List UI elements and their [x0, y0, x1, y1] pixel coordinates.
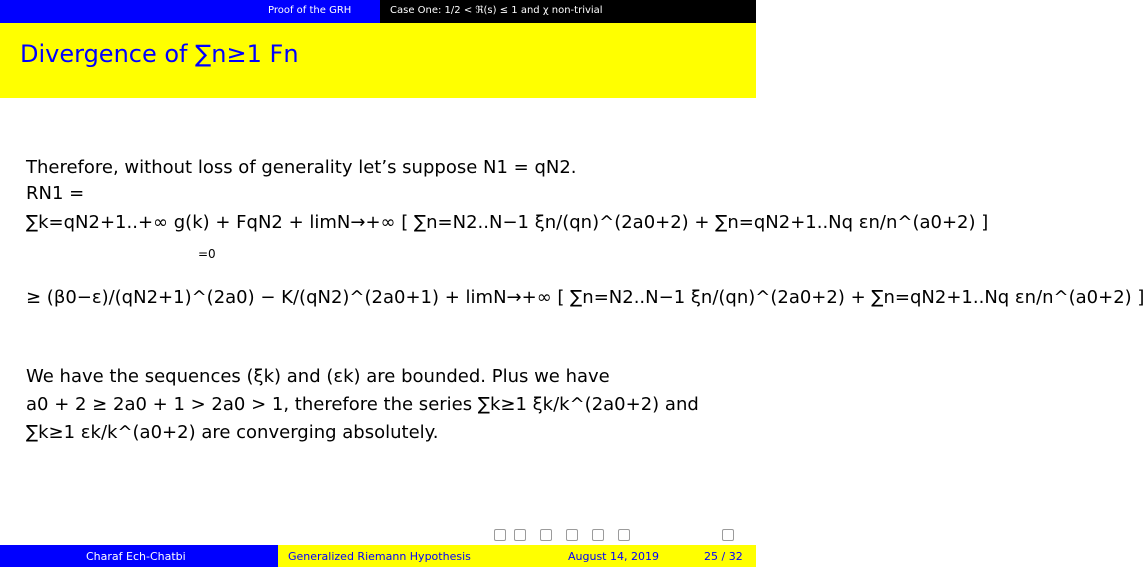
beamer-navigation-symbols: [494, 529, 746, 543]
footer-author-block: [0, 545, 278, 567]
nav-prev-icon[interactable]: [514, 529, 526, 541]
nav-first-icon[interactable]: [494, 529, 506, 541]
nav-search-icon[interactable]: [722, 529, 734, 541]
footer-page: 25 / 32: [704, 550, 743, 563]
underbrace-note: =0: [198, 247, 216, 261]
nav-section-case-one[interactable]: Case One: 1/2 < ℜ(s) ≤ 1 and χ non-trivial: [390, 5, 603, 16]
nav-next-icon[interactable]: [592, 529, 604, 541]
footer-title-block: [278, 545, 756, 567]
equation-2-text: ≥ (β0−ε)/(qN2+1)^(2a0) − K/(qN2)^(2a0+1) + limN→+∞ [ ∑n=N2..N−1 ξn/(qn)^(2a0+2) + ∑n=qN2+1..Nq εn/n^(a0+2) ]: [26, 287, 1144, 308]
statement-line-5: ∑k≥1 εk/k^(a0+2) are converging absolutely.: [26, 422, 439, 443]
footer: [0, 545, 756, 567]
statement-line-3: We have the sequences (ξk) and (εk) are bounded. Plus we have: [26, 366, 610, 387]
nav-subsection-icon[interactable]: [566, 529, 578, 541]
nav-section-proof[interactable]: Proof of the GRH: [268, 5, 352, 16]
footer-author: Charaf Ech-Chatbi: [86, 550, 186, 563]
equation-1-text: ∑k=qN2+1..+∞ g(k) + FqN2 + limN→+∞ [ ∑n=N2..N−1 ξn/(qn)^(2a0+2) + ∑n=qN2+1..Nq εn/n^(a0+2) ]: [26, 212, 989, 233]
statement-line-2: RN1 =: [26, 183, 85, 204]
equation-line-1: [26, 212, 988, 233]
nav-section-icon[interactable]: [540, 529, 552, 541]
statement-line-1: Therefore, without loss of generality let’s suppose N1 = qN2.: [26, 157, 577, 178]
frame-title: Divergence of ∑n≥1 Fn: [20, 40, 299, 68]
nav-last-icon[interactable]: [618, 529, 630, 541]
statement-line-4: a0 + 2 ≥ 2a0 + 1 > 2a0 > 1, therefore the series ∑k≥1 ξk/k^(2a0+2) and: [26, 394, 699, 415]
equation-line-2: [26, 287, 1144, 308]
footer-date: August 14, 2019: [568, 550, 659, 563]
footer-title: Generalized Riemann Hypothesis: [288, 550, 471, 563]
section-navigation-bar: [0, 0, 756, 23]
